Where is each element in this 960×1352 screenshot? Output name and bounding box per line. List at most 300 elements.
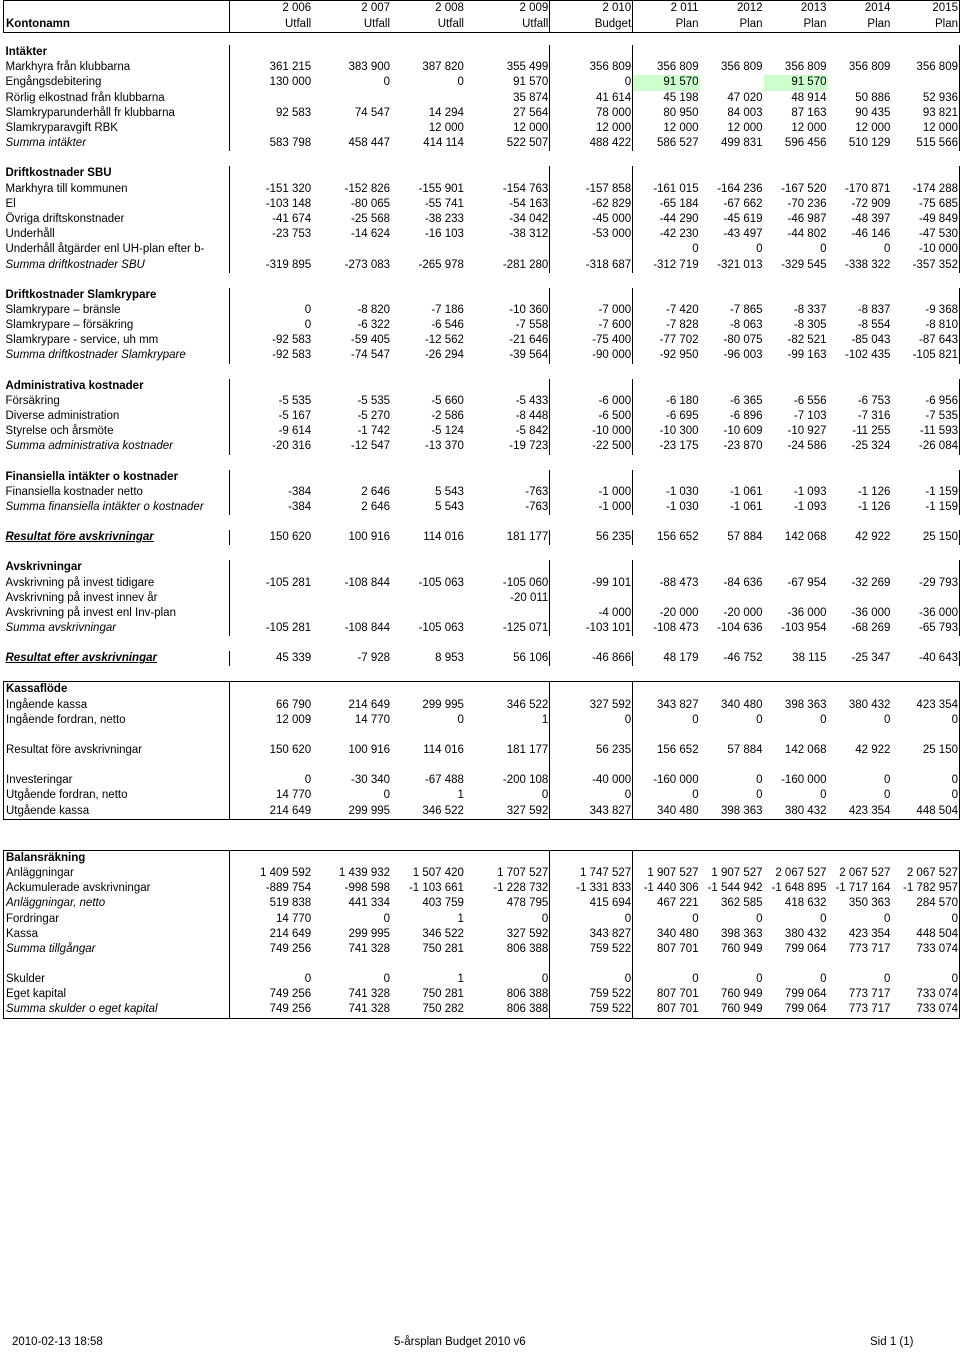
value-cell: -8 554 <box>857 319 891 332</box>
table-row <box>4 121 960 136</box>
empty-cell <box>550 682 633 698</box>
value-cell: 42 922 <box>855 744 891 757</box>
value-cell: -7 828 <box>665 319 699 332</box>
row-label: Finansiella kostnader netto <box>4 485 230 500</box>
value-cell: 1 439 932 <box>338 866 391 879</box>
value-cell: 403 759 <box>422 897 464 910</box>
value-cell: 799 064 <box>784 942 827 955</box>
value-cell: -92 583 <box>272 349 312 362</box>
value-cell: -8 063 <box>729 319 763 332</box>
value-cell: 14 770 <box>276 789 312 802</box>
empty-cell <box>700 33 764 46</box>
value-cell: 2 646 <box>361 485 391 498</box>
value-cell: -75 400 <box>550 333 633 348</box>
empty-cell <box>465 758 550 773</box>
empty-cell <box>312 379 391 394</box>
sum-row <box>4 439 960 454</box>
empty-cell <box>633 957 700 972</box>
value-cell: -200 108 <box>465 773 550 788</box>
empty-cell <box>828 682 892 698</box>
value-cell: 8 953 <box>435 652 464 665</box>
value-cell: 142 068 <box>784 744 827 757</box>
value-cell: -7 535 <box>891 409 959 424</box>
value-cell: 0 <box>550 713 633 728</box>
value-cell: 50 886 <box>855 91 891 104</box>
value-cell: 156 652 <box>657 531 699 544</box>
value-cell: 38 115 <box>792 652 827 665</box>
value-cell: -47 530 <box>891 227 959 242</box>
table-row <box>4 591 960 606</box>
empty-cell <box>391 957 465 972</box>
value-cell <box>391 242 465 257</box>
value-cell: 0 <box>692 789 699 802</box>
empty-cell <box>465 850 550 866</box>
value-cell: 415 694 <box>550 896 633 911</box>
value-cell: 799 064 <box>784 988 827 1001</box>
empty-cell <box>465 379 550 394</box>
value-cell: -55 741 <box>424 197 464 210</box>
value-cell: 2 067 527 <box>775 866 827 879</box>
header-types-row <box>4 16 960 33</box>
value-cell: 91 570 <box>764 75 828 90</box>
value-cell: -65 184 <box>659 197 699 210</box>
value-cell: 361 215 <box>269 61 312 74</box>
value-cell: 340 480 <box>720 698 763 711</box>
value-cell: -49 849 <box>891 212 959 227</box>
value-cell: -152 826 <box>344 182 391 195</box>
value-cell: -154 763 <box>465 182 550 197</box>
value-cell <box>700 591 764 606</box>
empty-cell <box>828 33 892 46</box>
empty-cell <box>4 957 230 972</box>
value-cell: -108 844 <box>344 622 391 635</box>
value-cell: -34 042 <box>465 212 550 227</box>
value-cell: -90 000 <box>550 348 633 363</box>
row-label: El <box>4 197 230 212</box>
value-cell: 1 747 527 <box>550 866 633 881</box>
table-row <box>4 866 960 881</box>
empty-cell <box>391 288 465 303</box>
empty-cell <box>700 545 764 560</box>
table-row <box>4 409 960 424</box>
value-cell: 467 221 <box>657 897 699 910</box>
page-footer <box>0 1336 960 1352</box>
value-cell: 0 <box>304 973 312 986</box>
value-cell: -36 000 <box>851 606 891 619</box>
type-header: Plan <box>700 16 764 33</box>
year-header: 2 006 <box>229 1 312 17</box>
empty-cell <box>633 850 700 866</box>
value-cell: 733 074 <box>891 1002 959 1018</box>
value-cell: 759 522 <box>550 987 633 1002</box>
value-cell: -7 420 <box>665 303 699 316</box>
table-row <box>4 881 960 896</box>
value-cell: 35 874 <box>465 91 550 106</box>
value-cell: -1 093 <box>793 500 827 513</box>
value-cell: -19 723 <box>465 439 550 454</box>
value-cell: 733 074 <box>891 942 959 957</box>
value-cell: -105 281 <box>265 622 312 635</box>
value-cell <box>312 591 391 606</box>
empty-cell <box>633 455 700 470</box>
spacer-row <box>4 364 960 379</box>
section-title: Driftkostnader SBU <box>4 166 230 181</box>
value-cell: -32 269 <box>851 576 891 589</box>
value-cell: 91 570 <box>465 75 550 90</box>
value-cell: 0 <box>820 912 827 925</box>
value-cell: 14 294 <box>428 106 464 119</box>
empty-cell <box>229 288 312 303</box>
empty-cell <box>4 835 230 851</box>
value-cell: -7 316 <box>857 410 891 423</box>
row-label: Kassa <box>4 927 230 942</box>
value-cell: 91 570 <box>633 75 700 90</box>
value-cell: 299 995 <box>348 927 391 940</box>
value-cell: -319 895 <box>265 258 312 271</box>
row-label: Resultat efter avskrivningar <box>4 651 230 666</box>
empty-cell <box>391 273 465 288</box>
empty-cell <box>229 33 312 46</box>
section-title-row <box>4 560 960 575</box>
value-cell: -99 163 <box>787 349 827 362</box>
value-cell: 0 <box>304 774 312 787</box>
row-label: Investeringar <box>4 773 230 788</box>
value-cell <box>312 121 391 136</box>
value-cell: -62 829 <box>550 197 633 212</box>
value-cell: 0 <box>383 789 391 802</box>
value-cell: 47 020 <box>727 91 763 104</box>
spacer-row <box>4 957 960 972</box>
value-cell: -151 320 <box>265 182 312 195</box>
value-cell: -40 000 <box>550 773 633 788</box>
value-cell: 0 <box>891 713 959 728</box>
empty-cell <box>764 288 828 303</box>
empty-cell <box>4 728 230 743</box>
value-cell: 356 809 <box>657 61 699 74</box>
empty-cell <box>764 728 828 743</box>
empty-cell <box>312 33 391 46</box>
value-cell: 583 798 <box>269 137 312 150</box>
value-cell: 0 <box>550 788 633 803</box>
empty-cell <box>391 379 465 394</box>
value-cell: -23 175 <box>659 440 699 453</box>
value-cell: 214 649 <box>348 698 391 711</box>
empty-cell <box>229 728 312 743</box>
value-cell: 0 <box>756 973 763 986</box>
value-cell: -39 564 <box>465 348 550 363</box>
empty-cell <box>550 835 633 851</box>
value-cell: 0 <box>304 319 312 332</box>
value-cell: 741 328 <box>348 942 391 955</box>
value-cell: -77 702 <box>659 334 699 347</box>
empty-cell <box>828 545 892 560</box>
sum-label: Summa avskrivningar <box>4 621 230 636</box>
value-cell: 478 795 <box>465 896 550 911</box>
empty-cell <box>550 166 633 181</box>
empty-cell <box>312 455 391 470</box>
value-cell: -1 000 <box>550 485 633 500</box>
value-cell: -9 368 <box>891 303 959 318</box>
empty-cell <box>891 166 959 181</box>
value-cell: 458 447 <box>348 137 391 150</box>
value-cell: 57 884 <box>727 531 763 544</box>
value-cell: 380 432 <box>764 804 828 820</box>
value-cell: 48 179 <box>663 652 699 665</box>
empty-cell <box>229 455 312 470</box>
value-cell: -5 124 <box>431 425 464 438</box>
value-cell: 48 914 <box>791 91 827 104</box>
row-label: Ingående fordran, netto <box>4 713 230 728</box>
empty-cell <box>891 636 959 651</box>
value-cell: 2 646 <box>361 500 391 513</box>
value-cell: -889 754 <box>265 882 312 895</box>
value-cell: -8 305 <box>793 319 827 332</box>
value-cell: -20 011 <box>465 591 550 606</box>
table-row <box>4 424 960 439</box>
kontonamn-header: Kontonamn <box>4 16 230 33</box>
value-cell: 343 827 <box>550 804 633 820</box>
table-row <box>4 1002 960 1018</box>
year-header: 2 007 <box>312 1 391 17</box>
value-cell: -1 030 <box>665 500 699 513</box>
value-cell: 0 <box>884 774 891 787</box>
table-row <box>4 333 960 348</box>
row-label: Slamkryparunderhåll fr klubbarna <box>4 106 230 121</box>
value-cell: 78 000 <box>550 106 633 121</box>
value-cell: 356 809 <box>891 60 959 75</box>
empty-cell <box>764 636 828 651</box>
empty-cell <box>764 470 828 485</box>
value-cell: 0 <box>465 788 550 803</box>
empty-cell <box>229 850 312 866</box>
value-cell: 749 256 <box>229 1002 312 1018</box>
value-cell: 522 507 <box>465 136 550 151</box>
empty-cell <box>465 636 550 651</box>
empty-cell <box>391 850 465 866</box>
empty-cell <box>700 682 764 698</box>
value-cell: -1 544 942 <box>707 882 763 895</box>
spacer-row <box>4 455 960 470</box>
table-row <box>4 242 960 257</box>
value-cell: 1 409 592 <box>260 866 312 879</box>
empty-cell <box>633 470 700 485</box>
empty-cell <box>891 682 959 698</box>
spacer-row <box>4 758 960 773</box>
value-cell <box>700 75 764 90</box>
sum-label: Summa driftkostnader SBU <box>4 257 230 272</box>
table-row <box>4 575 960 590</box>
value-cell: -6 500 <box>550 409 633 424</box>
value-cell: -68 269 <box>851 622 891 635</box>
value-cell: 2 067 527 <box>891 866 959 881</box>
table-row <box>4 606 960 621</box>
value-cell: -6 695 <box>665 410 699 423</box>
sum-row <box>4 621 960 636</box>
value-cell: 12 000 <box>428 122 464 135</box>
empty-cell <box>764 957 828 972</box>
empty-cell <box>828 379 892 394</box>
empty-cell <box>391 666 465 682</box>
value-cell: 0 <box>756 774 763 787</box>
value-cell: -87 643 <box>891 333 959 348</box>
row-label: Fordringar <box>4 911 230 926</box>
empty-cell <box>700 636 764 651</box>
value-cell: 5 543 <box>435 485 464 498</box>
value-cell <box>891 591 959 606</box>
value-cell: -46 987 <box>787 212 827 225</box>
value-cell: 25 150 <box>891 743 959 758</box>
table-row <box>4 743 960 758</box>
empty-cell <box>312 515 391 530</box>
value-cell: -6 896 <box>729 410 763 423</box>
empty-cell <box>550 515 633 530</box>
value-cell: 0 <box>756 243 763 256</box>
empty-cell <box>550 151 633 166</box>
value-cell: -59 405 <box>351 334 391 347</box>
empty-cell <box>828 364 892 379</box>
empty-cell <box>465 728 550 743</box>
value-cell: 181 177 <box>465 530 550 545</box>
empty-cell <box>229 273 312 288</box>
table-row <box>4 987 960 1002</box>
empty-cell <box>465 666 550 682</box>
type-header: Utfall <box>465 16 550 33</box>
empty-cell <box>312 364 391 379</box>
value-cell: -1 440 306 <box>643 882 699 895</box>
empty-cell <box>700 273 764 288</box>
value-cell: -170 871 <box>845 182 891 195</box>
value-cell: 0 <box>692 912 699 925</box>
row-label: Resultat före avskrivningar <box>4 743 230 758</box>
row-label: Försäkring <box>4 394 230 409</box>
value-cell: -46 866 <box>550 651 633 666</box>
empty-cell <box>465 364 550 379</box>
value-cell: -7 103 <box>793 410 827 423</box>
table-row <box>4 804 960 820</box>
empty-cell <box>764 45 828 60</box>
row-label: Eget kapital <box>4 987 230 1002</box>
empty-cell <box>465 470 550 485</box>
value-cell: -20 316 <box>272 440 312 453</box>
value-cell: -763 <box>465 500 550 515</box>
value-cell: 84 003 <box>727 106 763 119</box>
value-cell: -10 000 <box>550 424 633 439</box>
page-number: Sid 1 (1) <box>870 1336 914 1348</box>
year-header: 2013 <box>764 1 828 17</box>
value-cell: 750 281 <box>422 988 464 1001</box>
value-cell: -70 236 <box>787 197 827 210</box>
value-cell: 759 522 <box>550 1002 633 1018</box>
value-cell: 150 620 <box>269 744 312 757</box>
empty-cell <box>700 470 764 485</box>
year-header: 2012 <box>700 1 764 17</box>
type-header: Plan <box>891 16 959 33</box>
value-cell <box>312 606 391 621</box>
value-cell: -8 337 <box>793 303 827 316</box>
year-header: 2 011 <box>633 1 700 17</box>
row-label: Utgående kassa <box>4 804 230 820</box>
empty-cell <box>465 545 550 560</box>
value-cell: 130 000 <box>269 76 312 89</box>
empty-cell <box>633 273 700 288</box>
value-cell: 56 106 <box>465 651 550 666</box>
empty-cell <box>633 819 700 835</box>
section-title: Driftkostnader Slamkrypare <box>4 288 230 303</box>
value-cell: -155 901 <box>418 182 464 195</box>
empty-cell <box>550 545 633 560</box>
row-label: Slamkrypare – bränsle <box>4 303 230 318</box>
value-cell: 284 570 <box>891 896 959 911</box>
value-cell: -1 030 <box>665 485 699 498</box>
value-cell: -1 331 833 <box>550 881 633 896</box>
empty-cell <box>764 758 828 773</box>
empty-cell <box>4 515 230 530</box>
header-years-row <box>4 1 960 17</box>
value-cell: 100 916 <box>348 744 391 757</box>
empty-cell <box>312 288 391 303</box>
value-cell: -102 435 <box>845 349 891 362</box>
empty-cell <box>891 545 959 560</box>
value-cell: -67 488 <box>424 774 464 787</box>
value-cell: 0 <box>884 243 891 256</box>
value-cell: 92 583 <box>276 106 312 119</box>
value-cell: 327 592 <box>465 927 550 942</box>
value-cell: 0 <box>550 911 633 926</box>
value-cell: 807 701 <box>633 1002 700 1018</box>
value-cell: 93 821 <box>891 106 959 121</box>
empty-cell <box>828 957 892 972</box>
value-cell: -24 586 <box>787 440 827 453</box>
row-label: Avskrivning på invest enl Inv-plan <box>4 606 230 621</box>
value-cell: 327 592 <box>465 804 550 820</box>
value-cell: 807 701 <box>657 988 699 1001</box>
table-row <box>4 75 960 90</box>
value-cell: -7 558 <box>465 318 550 333</box>
empty-cell <box>312 166 391 181</box>
empty-cell <box>700 379 764 394</box>
value-cell: 383 900 <box>348 61 391 74</box>
value-cell: -85 043 <box>851 334 891 347</box>
value-cell: 519 838 <box>269 897 312 910</box>
value-cell: 773 717 <box>828 1002 892 1018</box>
empty-cell <box>312 850 391 866</box>
value-cell: -23 870 <box>723 440 763 453</box>
value-cell: 418 632 <box>784 897 827 910</box>
empty-cell <box>828 636 892 651</box>
value-cell <box>465 242 550 257</box>
result-row <box>4 651 960 666</box>
value-cell: -92 950 <box>659 349 699 362</box>
empty-cell <box>465 835 550 851</box>
value-cell: -38 312 <box>465 227 550 242</box>
value-cell: 346 522 <box>465 698 550 713</box>
section-title: Intäkter <box>4 45 230 60</box>
value-cell: -1 717 164 <box>835 882 891 895</box>
year-header: 2 008 <box>391 1 465 17</box>
empty-cell <box>891 835 959 851</box>
empty-cell <box>891 819 959 835</box>
section-title: Kassaflöde <box>4 682 230 698</box>
empty-cell <box>828 45 892 60</box>
value-cell: 0 <box>891 972 959 987</box>
value-cell: -6 180 <box>665 394 699 407</box>
value-cell: -10 300 <box>659 425 699 438</box>
value-cell: 0 <box>820 713 827 726</box>
value-cell: 214 649 <box>229 804 312 820</box>
empty-cell <box>550 560 633 575</box>
table-row <box>4 788 960 803</box>
value-cell: -48 397 <box>851 212 891 225</box>
